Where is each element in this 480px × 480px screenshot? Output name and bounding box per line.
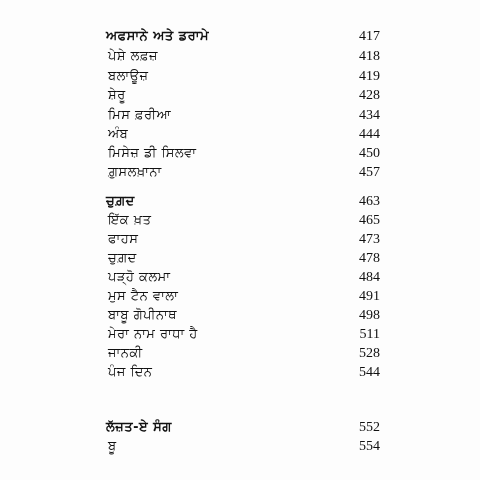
toc-page-number: 434 bbox=[359, 108, 380, 123]
toc-entry bbox=[0, 47, 480, 67]
toc-entry bbox=[0, 144, 480, 164]
toc-page-number: 544 bbox=[359, 365, 380, 380]
toc-title: ਫਾਹਸ bbox=[108, 232, 139, 247]
toc-page-number: 554 bbox=[359, 439, 380, 454]
toc-entry bbox=[0, 125, 480, 145]
toc-page-number: 491 bbox=[359, 289, 380, 304]
toc-section-lazzat bbox=[0, 418, 480, 438]
toc-entry bbox=[0, 344, 480, 364]
toc-entry bbox=[0, 67, 480, 87]
toc-entry bbox=[0, 86, 480, 106]
toc-page-number: 498 bbox=[359, 308, 380, 323]
toc-title: ਚੁਗ਼ਦ bbox=[106, 194, 135, 209]
toc-title: ਚੁਗ਼ਦ bbox=[108, 251, 137, 266]
toc-page-number: 478 bbox=[359, 251, 380, 266]
toc-entry bbox=[0, 249, 480, 269]
toc-page-number: 484 bbox=[359, 270, 380, 285]
toc-title: ਮਿਸੇਜ਼ ਡੀ ਸਿਲਵਾ bbox=[108, 146, 197, 161]
toc-entry bbox=[0, 306, 480, 326]
toc-page-number: 418 bbox=[359, 49, 380, 64]
toc-entry bbox=[0, 211, 480, 231]
toc-entry bbox=[0, 437, 480, 457]
toc-title: ਮੁਸ ਟੈਨ ਵਾਲਾ bbox=[108, 289, 179, 304]
toc-page-number: 465 bbox=[359, 213, 380, 228]
toc-title: ਅੰਬ bbox=[108, 127, 129, 142]
toc-section-afsane bbox=[0, 27, 480, 47]
toc-entry bbox=[0, 287, 480, 307]
toc-entry bbox=[0, 325, 480, 345]
toc-page-number: 463 bbox=[359, 194, 380, 209]
toc-title: ਮੇਰਾ ਨਾਮ ਰਾਧਾ ਹੈ bbox=[108, 327, 198, 342]
toc-title: ਗ਼ੁਸਲਖ਼ਾਨਾ bbox=[108, 165, 162, 180]
toc-title: ਪੰਜ ਦਿਨ bbox=[108, 365, 153, 380]
toc-page-number: 428 bbox=[359, 88, 380, 103]
toc-entry bbox=[0, 163, 480, 183]
toc-entry bbox=[0, 230, 480, 250]
toc-entry bbox=[0, 268, 480, 288]
toc-title: ਮਿਸ ਫ਼ਰੀਆ bbox=[108, 108, 172, 123]
toc-title: ਬਾਬੂ ਗੋਪੀਨਾਥ bbox=[108, 308, 178, 323]
toc-title: ਬੂ bbox=[108, 439, 117, 454]
toc-page-number: 552 bbox=[359, 420, 380, 435]
toc-title: ਅਫਸਾਨੇ ਅਤੇ ਡਰਾਮੇ bbox=[106, 29, 210, 44]
toc-page-number: 450 bbox=[359, 146, 380, 161]
toc-page-number: 444 bbox=[359, 127, 380, 142]
toc-title: ਜਾਨਕੀ bbox=[108, 346, 143, 361]
toc-page-number: 419 bbox=[359, 69, 380, 84]
toc-page-number: 457 bbox=[359, 165, 380, 180]
toc-page-number: 528 bbox=[359, 346, 380, 361]
toc-title: ਪੜ੍ਹੋ ਕਲਮਾ bbox=[108, 270, 171, 285]
toc-title: ਲੱਜ਼ਤ-ਏ ਸੰਗ bbox=[106, 420, 172, 435]
toc-title: ਬਲਾਊਜ਼ bbox=[108, 69, 149, 84]
toc-title: ਪੇਸ਼ੇ ਲਫ਼ਜ਼ bbox=[108, 49, 158, 64]
toc-title: ਇੱਕ ਖ਼ਤ bbox=[108, 213, 152, 228]
toc-section-chugad bbox=[0, 192, 480, 212]
toc-title: ਸ਼ੇਰੂ bbox=[108, 88, 126, 103]
toc-page-number: 473 bbox=[359, 232, 380, 247]
toc-entry bbox=[0, 106, 480, 126]
toc-page-number: 417 bbox=[359, 29, 380, 44]
toc-entry bbox=[0, 363, 480, 383]
toc-page-number: 511 bbox=[359, 327, 380, 342]
